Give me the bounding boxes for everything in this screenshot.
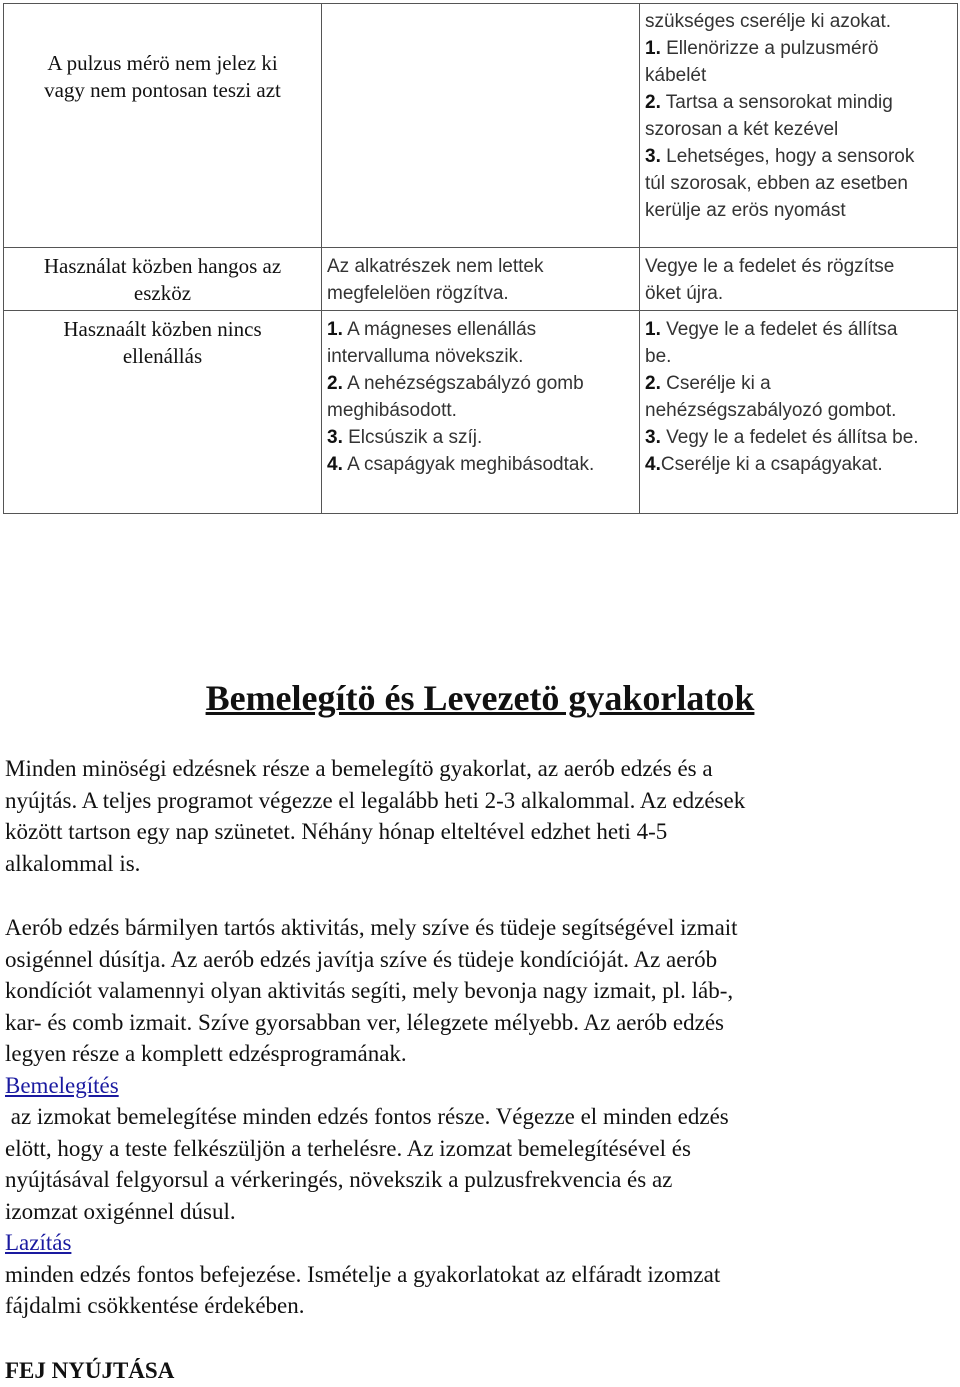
cause-cell — [322, 4, 640, 248]
solution-line-numbered: 3. Lehetséges, hogy a sensorok — [645, 146, 915, 167]
table-row — [4, 248, 958, 311]
cause-line-numbered: 4. A csapágyak meghibásodtak. — [327, 454, 595, 475]
intro-paragraph — [5, 753, 955, 879]
cause-cell — [322, 248, 640, 311]
table-row — [4, 4, 958, 248]
solution-line-numbered: 2. Cserélje ki a — [645, 373, 771, 394]
solution-line: túl szorosak, ebben az esetben — [645, 173, 909, 194]
solution-line-numbered: 1. Ellenörizze a pulzusmérö — [645, 38, 879, 59]
paragraph-line: nyújtásával felgyorsul a vérkeringés, növekszik a pulzusfrekvencia és az — [5, 1167, 673, 1192]
solution-line: kerülje az erös nyomást — [645, 200, 846, 221]
problem-line: Hasznaált közben nincs — [63, 317, 262, 341]
problem-cell — [4, 248, 322, 311]
cause-line: intervalluma növekszik. — [327, 346, 524, 367]
section-heading: Bemelegítö és Levezetö gyakorlatok — [205, 678, 755, 718]
solution-line: kábelét — [645, 65, 707, 86]
paragraph-line: kondíciót valamennyi olyan aktivitás segíti, mely bevonja nagy izmait, pl. láb-, — [5, 978, 734, 1003]
paragraph-line: osigénnel dúsítja. Az aerób edzés javítja szíve és tüdeje kondícióját. Az aerób — [5, 946, 718, 972]
paragraph-line: Minden minöségi edzésnek része a bemelegítö gyakorlat, az aerób edzés és a — [5, 756, 713, 781]
cause-line-numbered: 2. A nehézségszabályzó gomb — [327, 373, 584, 394]
solution-line: szorosan a két kezével — [645, 119, 839, 140]
cause-line-numbered: 1. A mágneses ellenállás — [327, 319, 537, 340]
table-row — [4, 311, 958, 514]
solution-line-numbered: 1. Vegye le a fedelet és állítsa — [645, 319, 898, 340]
solution-line-numbered: 4.Cserélje ki a csapágyakat. — [645, 454, 883, 475]
solution-line-numbered: 2. Tartsa a sensorokat mindig — [645, 92, 893, 113]
troubleshooting-table — [3, 3, 958, 514]
paragraph-line: Aerób edzés bármilyen tartós aktivitás, mely szíve és tüdeje segítségével izmait — [5, 915, 738, 940]
solution-line: öket újra. — [645, 283, 724, 304]
problem-line: A pulzus mérö nem jelez ki — [47, 51, 278, 75]
aerobic-paragraph — [5, 912, 955, 1322]
paragraph-line: elött, hogy a teste felkészüljön a terhelésre. Az izomzat bemelegítésével és — [5, 1135, 691, 1161]
paragraph-line: izomzat oxigénnel dúsul. — [5, 1198, 236, 1224]
problem-cell — [4, 311, 322, 514]
solution-line: Vegye le a fedelet és rögzítse — [645, 256, 895, 277]
paragraph-line: minden edzés fontos befejezése. Ismételje a gyakorlatokat az elfáradt izomzat — [5, 1261, 721, 1287]
problem-cell — [4, 4, 322, 248]
solution-line: nehézségszabályozó gombot. — [645, 400, 897, 421]
solution-cell — [640, 248, 958, 311]
cause-line: Az alkatrészek nem lettek — [327, 256, 544, 277]
paragraph-line: között tartson egy nap szünetet. Néhány hónap elteltével edzhet heti 4-5 — [5, 819, 668, 844]
cause-line: meghibásodott. — [327, 400, 457, 421]
solution-line: be. — [645, 346, 672, 367]
cause-cell — [322, 311, 640, 514]
paragraph-line: fájdalmi csökkentése érdekében. — [5, 1293, 305, 1318]
cooldown-heading: Lazítás — [5, 1230, 72, 1255]
problem-line: eszköz — [133, 281, 192, 305]
cause-line: megfelelöen rögzítva. — [327, 283, 509, 304]
next-section-heading: FEJ NYÚJTÁSA — [5, 1358, 175, 1383]
paragraph-line: az izmokat bemelegítése minden edzés fontos része. Végezze el minden edzés — [5, 1104, 729, 1129]
solution-line: szükséges cserélje ki azokat. — [645, 11, 892, 32]
paragraph-line: nyújtás. A teljes programot végezze el legalább heti 2-3 alkalommal. Az edzések — [5, 787, 746, 813]
problem-line: Használat közben hangos az — [43, 254, 282, 278]
cause-line-numbered: 3. Elcsúszik a szíj. — [327, 427, 483, 448]
paragraph-line: alkalommal is. — [5, 850, 141, 876]
solution-cell — [640, 4, 958, 248]
solution-line-numbered: 3. Vegy le a fedelet és állítsa be. — [645, 427, 919, 448]
problem-line: ellenállás — [122, 344, 203, 368]
paragraph-line: legyen része a komplett edzésprogramának. — [5, 1041, 407, 1066]
solution-cell — [640, 311, 958, 514]
paragraph-line: kar- és comb izmait. Szíve gyorsabban ver, lélegzete mélyebb. Az aerób edzés — [5, 1009, 724, 1035]
warmup-heading: Bemelegítés — [5, 1072, 119, 1098]
problem-line: vagy nem pontosan teszi azt — [44, 78, 281, 102]
